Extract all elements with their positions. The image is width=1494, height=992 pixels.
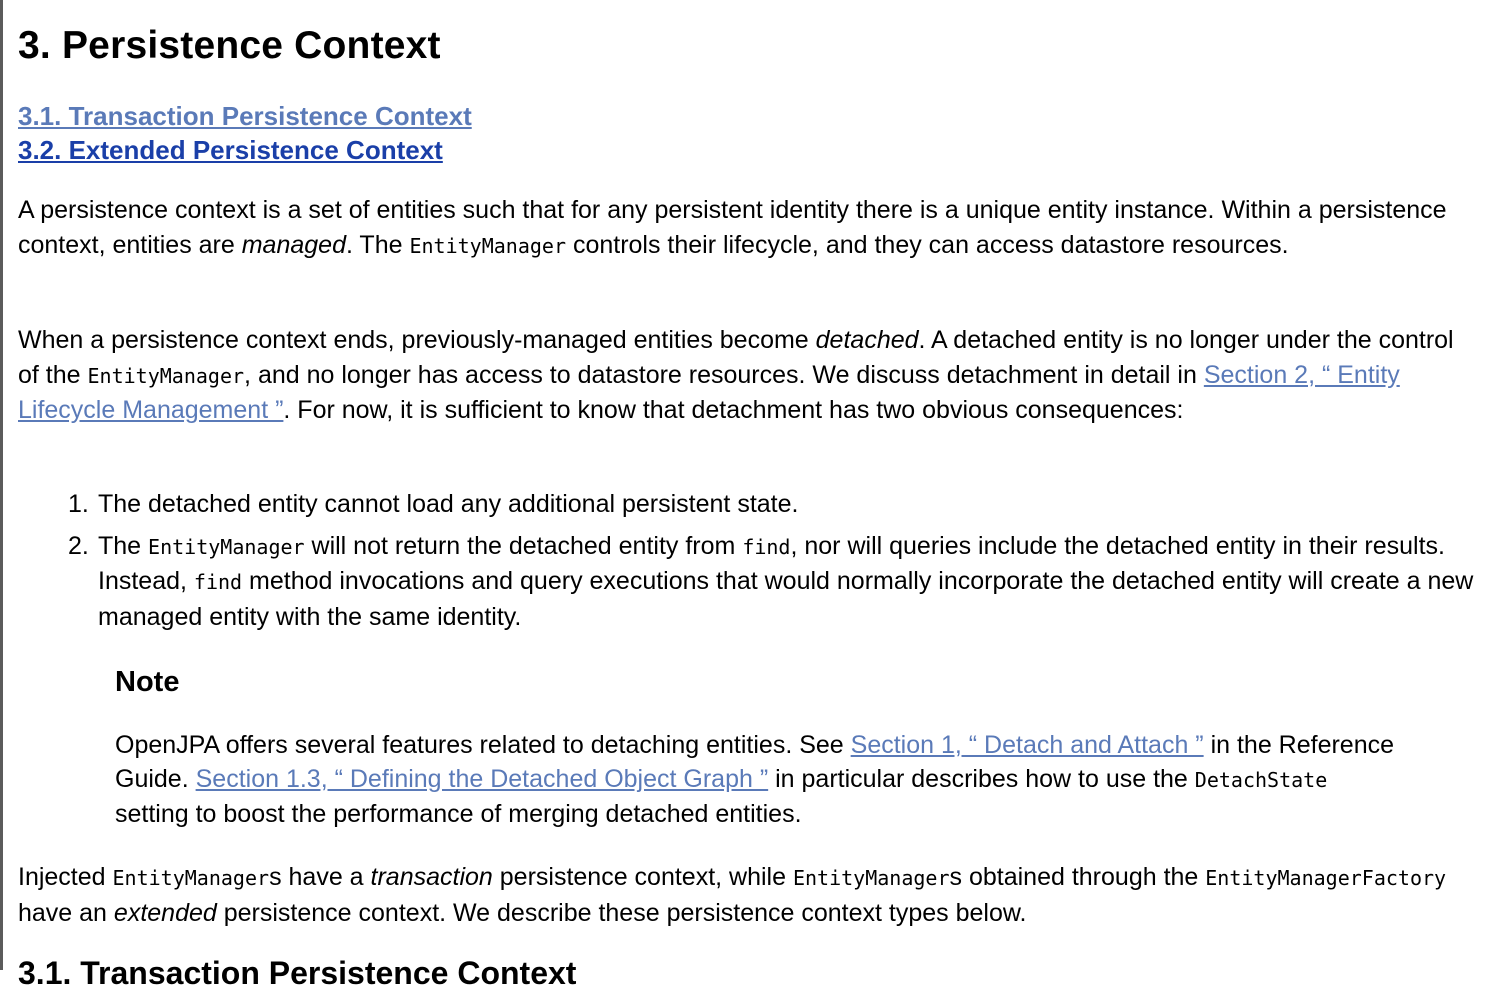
code-entitymanager: EntityManager bbox=[148, 534, 305, 559]
paragraph-detachment: When a persistence context ends, previously-managed entities become detached. A detached entity is no longer under the control of the EntityManager, and no longer has access to datastore resources. We discuss detachment in detail in Section 2, “ Entity Lifecycle Management ”. For now, it is sufficient to know that detachment has two obvious consequences: bbox=[18, 326, 1454, 424]
link-detach-and-attach[interactable]: Section 1, “ Detach and Attach ” bbox=[850, 731, 1204, 759]
term-extended: extended bbox=[113, 898, 217, 927]
link-defining-detached-object-graph[interactable]: Section 1.3, “ Defining the Detached Object Graph ” bbox=[195, 765, 769, 793]
code-entitymanager: EntityManager bbox=[112, 866, 270, 890]
page-title: 3. Persistence Context bbox=[18, 24, 441, 67]
note-text: OpenJPA offers several features related to detaching entities. See Section 1, “ Detach and Attach ” in the Reference Guide. Section 1.3, “ Defining the Detached Object Graph ” in particular describes how to use the DetachState setting to boost the performance of merging detached entities. bbox=[115, 731, 1395, 828]
list-item-number: 1. bbox=[68, 490, 89, 518]
paragraph-definition: A persistence context is a set of entities such that for any persistent identity there is a unique entity instance. Within a persistence context, entities are managed. The EntityManager controls their lifecycle, and they can access datastore resources. bbox=[18, 196, 1447, 259]
list-item-number: 2. bbox=[68, 531, 89, 560]
list-item: 2. The EntityManager will not return the detached entity from find, nor will queries include the detached entity in their results. Instead, find method invocations and query executions that would normally incorporate the detached entity will create a new managed entity with the same identity. bbox=[68, 529, 1488, 635]
code-detachstate: DetachState bbox=[1194, 768, 1328, 792]
section-toc bbox=[18, 99, 472, 167]
note-box bbox=[115, 662, 1415, 831]
term-transaction: transaction bbox=[370, 863, 493, 891]
note-heading: Note bbox=[115, 666, 180, 698]
code-entitymanagerfactory: EntityManagerFactory bbox=[1205, 866, 1447, 890]
consequences-list bbox=[68, 487, 1488, 641]
toc-link-extended-persistence-context[interactable]: 3.2. Extended Persistence Context bbox=[18, 135, 443, 165]
link-entity-lifecycle-management[interactable]: Section 2, “ Entity Lifecycle Management ” bbox=[18, 360, 1400, 424]
code-entitymanager: EntityManager bbox=[87, 363, 245, 388]
code-entitymanager: EntityManager bbox=[409, 233, 566, 258]
code-entitymanager: EntityManager bbox=[792, 866, 950, 890]
paragraph-context-types: Injected EntityManagers have a transaction persistence context, while EntityManagers obtained through the EntityManagerFactory have an extended persistence context. We describe these persistence context types below. bbox=[18, 863, 1447, 927]
code-find: find bbox=[193, 570, 243, 594]
term-detached: detached bbox=[815, 326, 919, 354]
term-managed: managed bbox=[241, 230, 346, 259]
left-border bbox=[0, 0, 3, 970]
next-section-heading: 3.1. Transaction Persistence Context bbox=[18, 955, 577, 991]
code-find: find bbox=[742, 534, 791, 559]
toc-link-transaction-persistence-context[interactable]: 3.1. Transaction Persistence Context bbox=[18, 101, 472, 131]
list-item: 1. The detached entity cannot load any additional persistent state. bbox=[68, 487, 1488, 522]
